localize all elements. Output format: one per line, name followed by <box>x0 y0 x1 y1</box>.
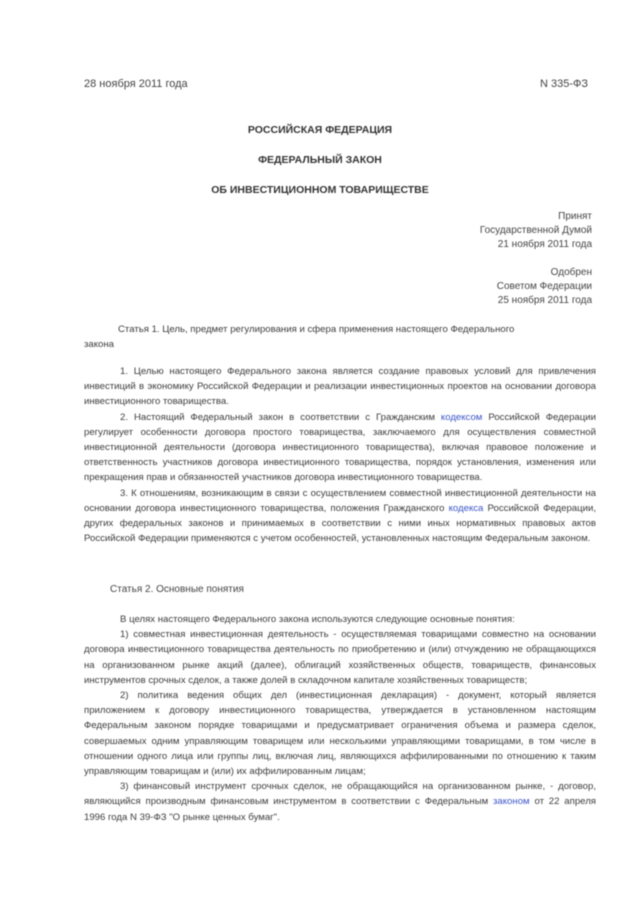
adopted-label: Принят <box>558 211 592 222</box>
article1-title-line2: закона <box>84 339 115 351</box>
civil-code-link[interactable]: кодексом <box>440 411 483 423</box>
approved-by: Советом Федерации <box>496 281 592 292</box>
definition-2: 2) политика ведения общих дел (инвестиционная декларация) - документ, который является приложением к договору инвестиционного товарищества, утверждается в установленном настоящим Федеральным законом порядке товарищами и предусматривает ограничения объема и размера сделок, совершаемых одним управляющим товарищем или несколькими управляющими товарищами, в том числе в отношении одного лица или группы лиц, включая лиц, являющихся аффилированными по отношению к таким управляющим товарищам и (или) их аффилированным лицам; <box>84 690 596 778</box>
adopted-by: Государственной Думой <box>479 225 592 236</box>
title-law-type: ФЕДЕРАЛЬНЫЙ ЗАКОН <box>258 154 382 166</box>
definition-1: 1) совместная инвестиционная деятельность - осуществляемая товарищами совместно на основании договора инвестиционного товарищества деятельность по приобретению и (или) отчуждению не обращающихся на организованном рынке акций (далее), облигаций хозяйственных обществ, товариществ, финансовых инструментов срочных сделок, а также долей в складочном капитале хозяйственных товариществ; <box>84 629 596 686</box>
article2-title: Статья 2. Основные понятия <box>110 584 244 595</box>
article1-paragraph-2: 2. Настоящий Федеральный закон в соответствии с Гражданским кодексом Российской Федерации регулирует особенности договора простого товарищества, заключаемого для осуществления совместной инвестиционной деятельности (договора инвестиционного товарищества), включая правовое положение и ответственность участников договора инвестиционного товарищества, порядок установления, изменения или прекращения прав и обязанностей участников договора инвестиционного товарищества. <box>84 411 596 484</box>
approved-date: 25 ноября 2011 года <box>497 295 592 306</box>
securities-law-link[interactable]: законом <box>493 796 530 808</box>
title-country: РОССИЙСКАЯ ФЕДЕРАЦИЯ <box>247 124 393 136</box>
article1-paragraph-3: 3. К отношениям, возникающим в связи с осуществлением совместной инвестиционной деятельности на основании договора инвестиционного товарищества, положения Гражданского кодекса Российской Федерации, других федеральных законов и принимаемых в соответствии с ними иных нормативных правовых актов Российской Федерации применяются с учетом особенностей, установленных настоящим Федеральным законом. <box>84 487 596 545</box>
article1-title-line1: Статья 1. Цель, предмет регулирования и сфера применения настоящего Федерального <box>118 324 515 335</box>
article2-body <box>84 612 596 825</box>
document-header <box>84 78 588 90</box>
civil-code-link-2[interactable]: кодекса <box>448 502 484 514</box>
approved-block <box>497 266 592 308</box>
article1-paragraph-1: 1. Целью настоящего Федерального закона является создание правовых условий для привлечения инвестиций в экономику Российской Федерации и реализации инвестиционных проектов на основании договора инвестиционного товарищества. <box>84 366 596 408</box>
approved-label: Одобрен <box>550 267 592 278</box>
article1-body <box>84 364 596 546</box>
article1-title <box>84 322 596 352</box>
title-subject: ОБ ИНВЕСТИЦИОННОМ ТОВАРИЩЕСТВЕ <box>211 184 429 196</box>
adopted-date: 21 ноября 2011 года <box>497 239 592 250</box>
document-number: N 335-ФЗ <box>539 78 588 90</box>
definition-3: 3) финансовый инструмент срочных сделок, не обращающийся на организованном рынке, - договор, являющийся производным финансовым инструментом в соответствии с Федеральным законом от 22 апреля 1996 года N 39-ФЗ "О рынке ценных бумаг". <box>84 781 596 823</box>
adopted-block <box>480 210 592 252</box>
article2-intro: В целях настоящего Федерального закона используются следующие основные понятия: <box>120 614 515 625</box>
document-date: 28 ноября 2011 года <box>84 78 188 90</box>
